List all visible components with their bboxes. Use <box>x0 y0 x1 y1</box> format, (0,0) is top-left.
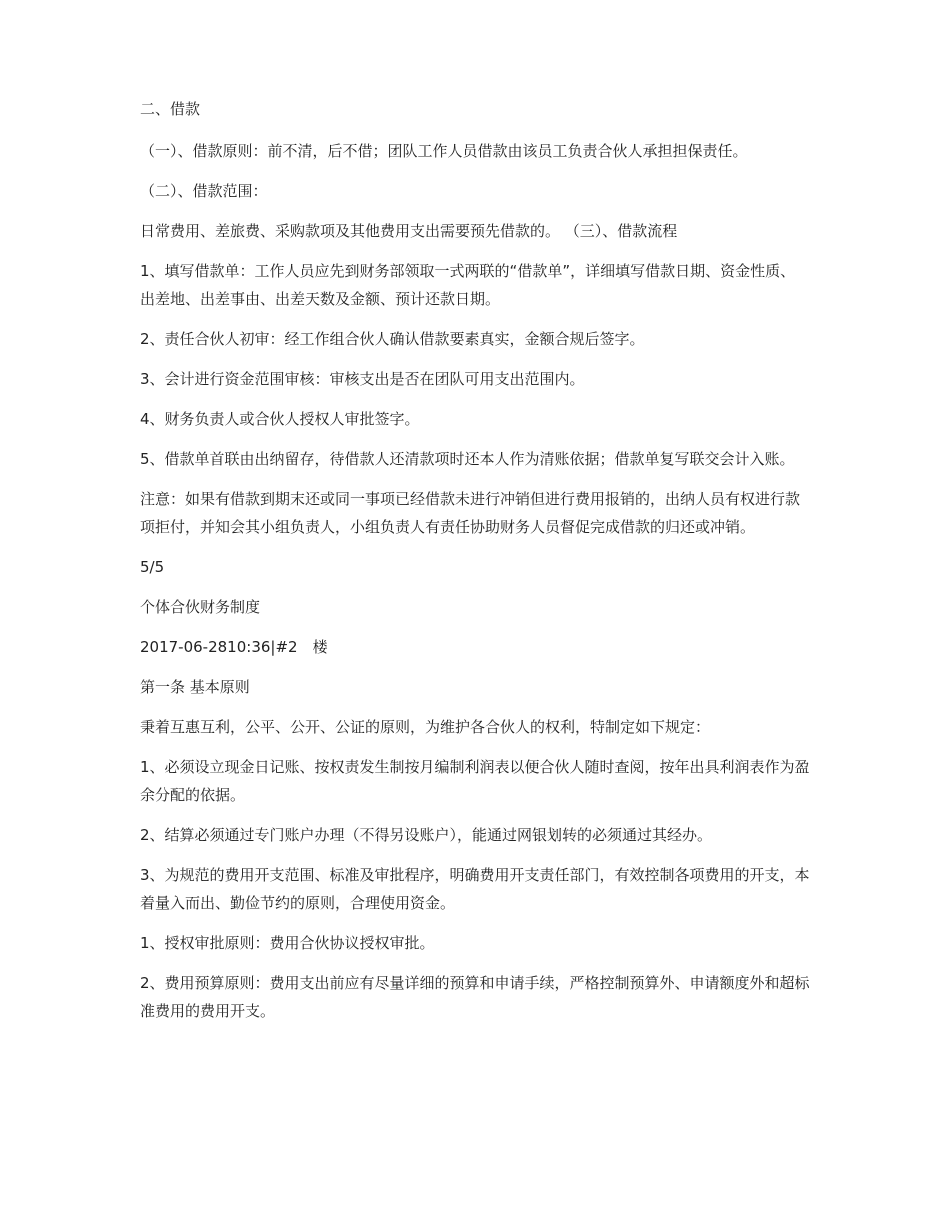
paragraph-rule-auth: 1、授权审批原则：费用合伙协议授权审批。 <box>140 934 435 952</box>
document-title: 个体合伙财务制度 <box>140 598 261 616</box>
paragraph-intro: 秉着互惠互利，公平、公开、公证的原则，为维护各合伙人的权利，特制定如下规定： <box>140 718 711 736</box>
page-number: 5/5 <box>140 558 165 576</box>
paragraph-rule-1: 1、必须设立现金日记账、按权责发生制按月编制利润表以便合伙人随时查阅，按年出具利润表作为盈余分配的依据。 <box>140 758 810 804</box>
paragraph-rule-budget: 2、费用预算原则：费用支出前应有尽量详细的预算和申请手续，严格控制预算外、申请额度外和超标准费用的费用开支。 <box>140 974 810 1020</box>
document-page <box>140 95 810 1037</box>
section-heading-loan: 二、借款 <box>140 100 201 118</box>
article-heading: 第一条 基本原则 <box>140 678 250 696</box>
paragraph-step-5: 5、借款单首联由出纳留存，待借款人还清款项时还本人作为清账依据；借款单复写联交会计入账。 <box>140 450 795 468</box>
paragraph-loan-scope-heading: （二）、借款范围： <box>140 182 268 200</box>
paragraph-step-2: 2、责任合伙人初审：经工作组合伙人确认借款要素真实，金额合规后签字。 <box>140 330 645 348</box>
paragraph-step-3: 3、会计进行资金范围审核：审核支出是否在团队可用支出范围内。 <box>140 370 585 388</box>
post-timestamp: 2017-06-2810:36|#2 楼 <box>140 638 328 656</box>
paragraph-note: 注意：如果有借款到期末还或同一事项已经借款未进行冲销但进行费用报销的，出纳人员有权进行款项拒付，并知会其小组负责人，小组负责人有责任协助财务人员督促完成借款的归还或冲销。 <box>140 490 801 536</box>
paragraph-rule-2: 2、结算必须通过专门账户办理（不得另设账户），能通过网银划转的必须通过其经办。 <box>140 826 713 844</box>
paragraph-loan-principle: （一）、借款原则：前不清，后不借；团队工作人员借款由该员工负责合伙人承担担保责任。 <box>140 142 748 160</box>
paragraph-step-1: 1、填写借款单：工作人员应先到财务部领取一式两联的“借款单”，详细填写借款日期、资金性质、出差地、出差事由、出差天数及金额、预计还款日期。 <box>140 262 796 308</box>
paragraph-loan-scope: 日常费用、差旅费、采购款项及其他费用支出需要预先借款的。 （三）、借款流程 <box>140 222 678 240</box>
paragraph-rule-3: 3、为规范的费用开支范围、标准及审批程序，明确费用开支责任部门，有效控制各项费用的开支，本着量入而出、勤俭节约的原则，合理使用资金。 <box>140 866 810 912</box>
paragraph-step-4: 4、财务负责人或合伙人授权人审批签字。 <box>140 410 420 428</box>
